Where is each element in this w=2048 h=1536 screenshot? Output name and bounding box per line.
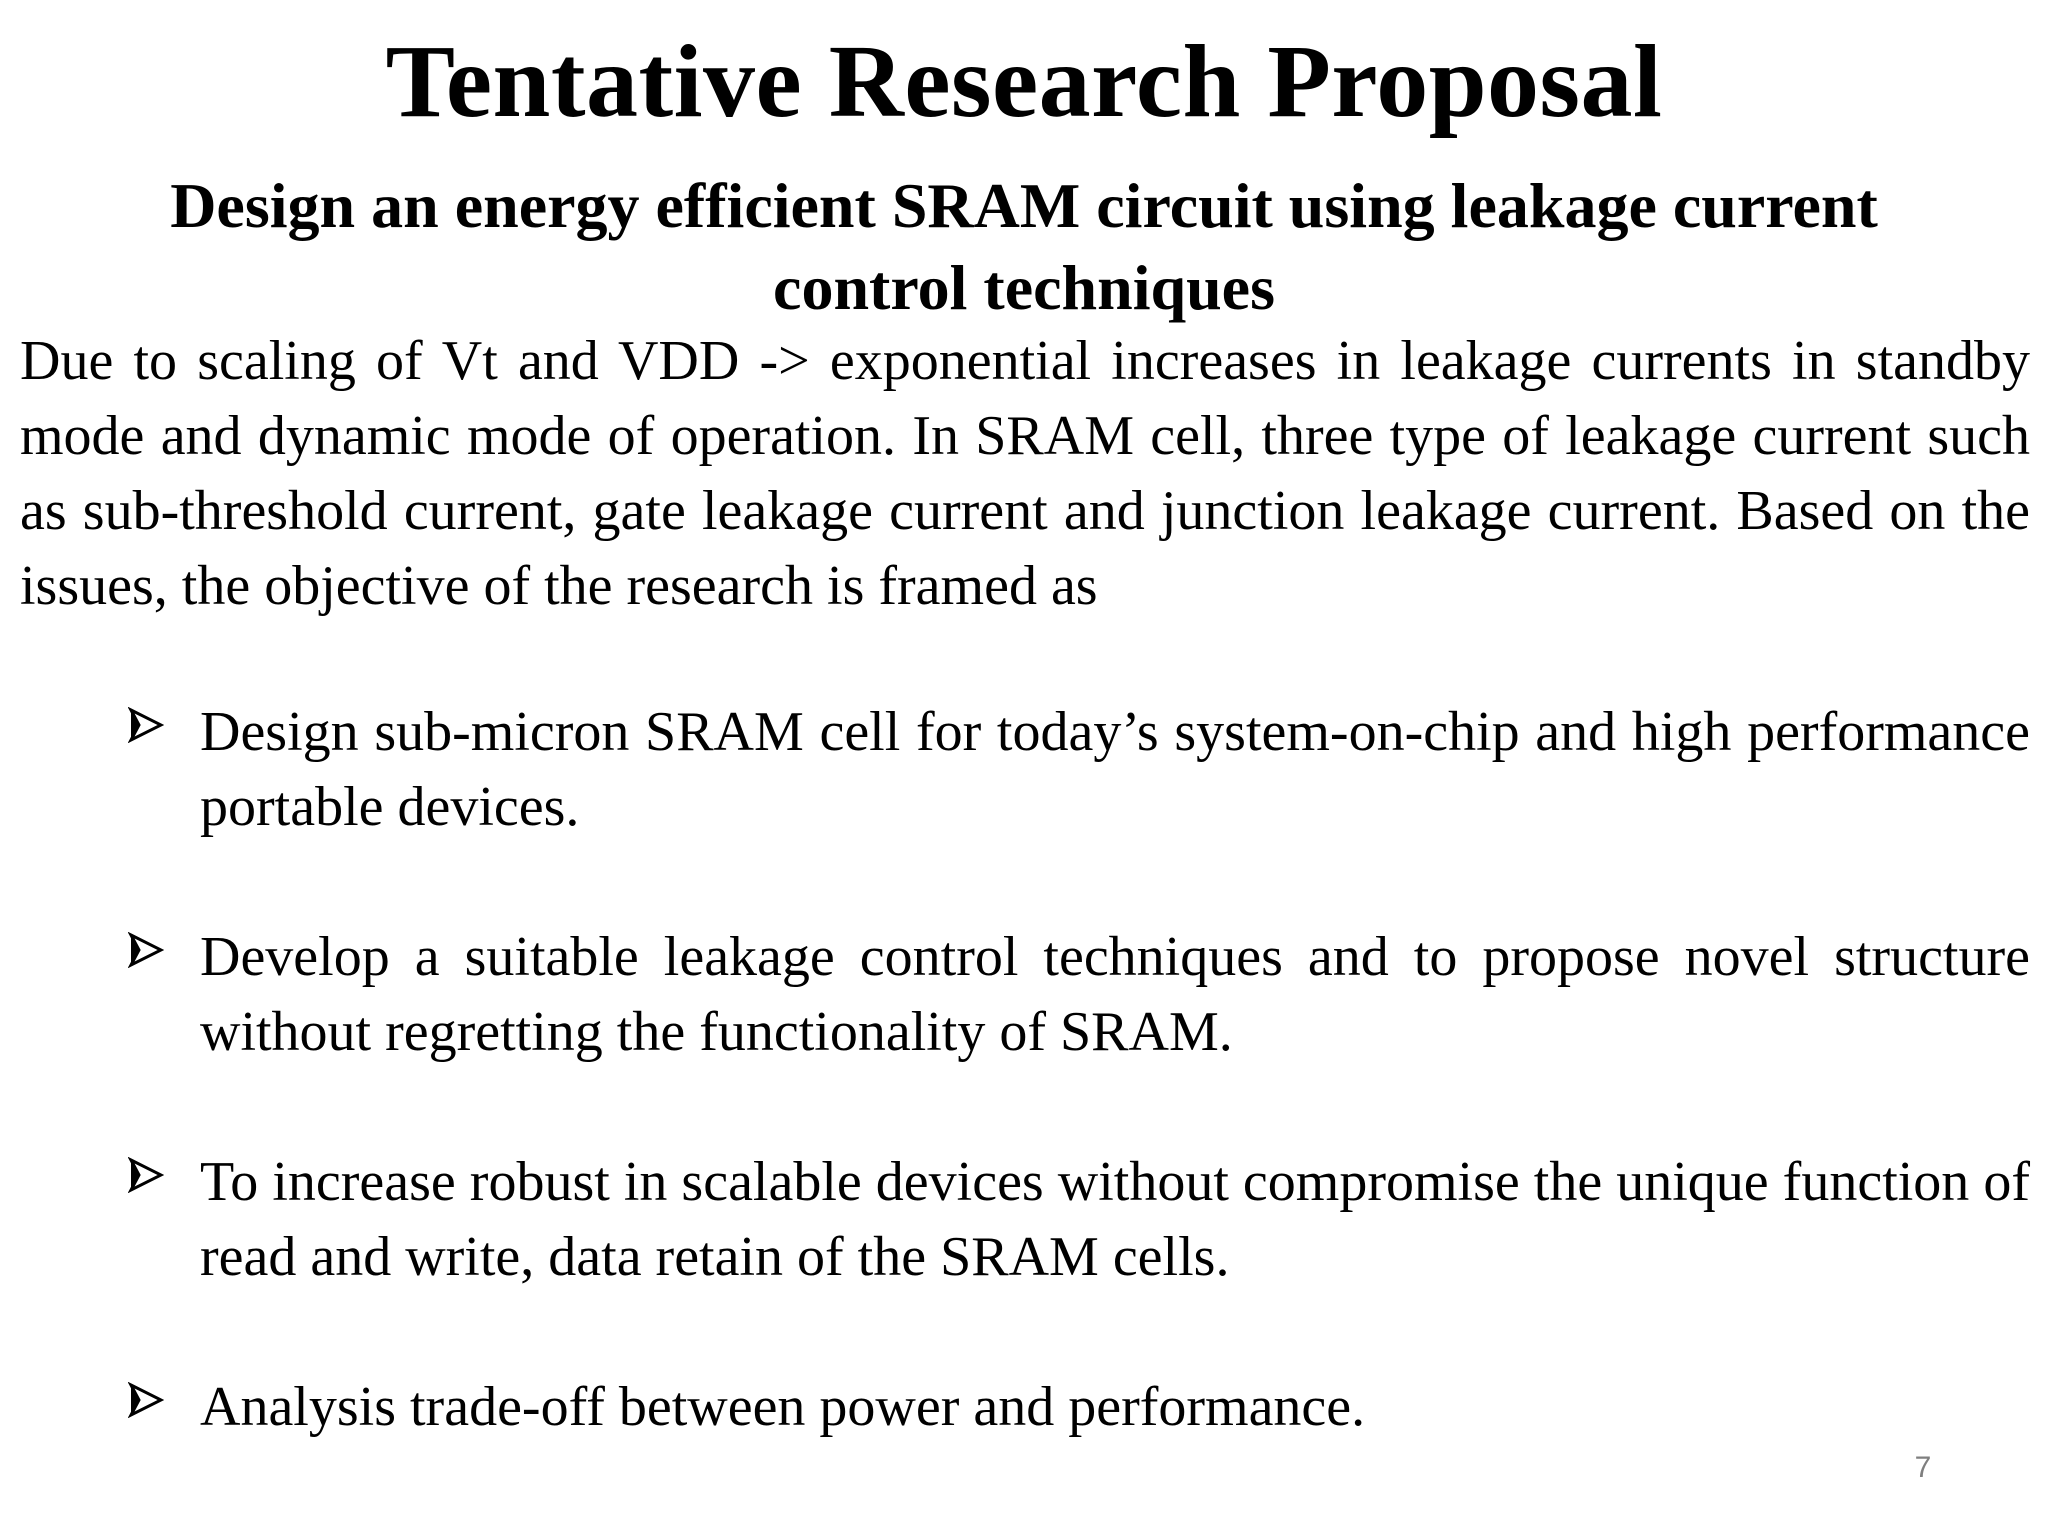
arrowhead-bullet-icon — [128, 1157, 164, 1193]
list-item — [120, 920, 2030, 1070]
list-item-text: Develop a suitable leakage control techniques and to propose novel structure without regretting the functionality of SRAM. — [200, 926, 2030, 1063]
arrowhead-bullet-icon — [128, 707, 164, 743]
arrowhead-bullet-icon — [128, 932, 164, 968]
list-item-text: Design sub-micron SRAM cell for today’s system-on-chip and high performance portable devices. — [200, 701, 2030, 838]
arrowhead-bullet-icon — [128, 1382, 164, 1418]
intro-paragraph: Due to scaling of Vt and VDD -> exponential increases in leakage currents in standby mode and dynamic mode of operation. In SRAM cell, three type of leakage current such as sub-threshold current, gate leakage current and junction leakage current. Based on the issues, the objective of the research is framed as — [20, 330, 2030, 617]
list-item — [120, 1370, 2030, 1445]
objective-list — [120, 695, 2030, 1520]
list-item-text: To increase robust in scalable devices without compromise the unique function of read and write, data retain of the SRAM cells. — [200, 1151, 2030, 1288]
list-item — [120, 1145, 2030, 1295]
list-item-text: Analysis trade-off between power and performance. — [200, 1376, 1366, 1438]
list-item — [120, 695, 2030, 845]
slide-title: Tentative Research Proposal — [385, 24, 1663, 139]
slide-subtitle: Design an energy efficient SRAM circuit using leakage current control techniques — [170, 170, 1878, 323]
page-number: 7 — [1914, 1451, 1932, 1484]
